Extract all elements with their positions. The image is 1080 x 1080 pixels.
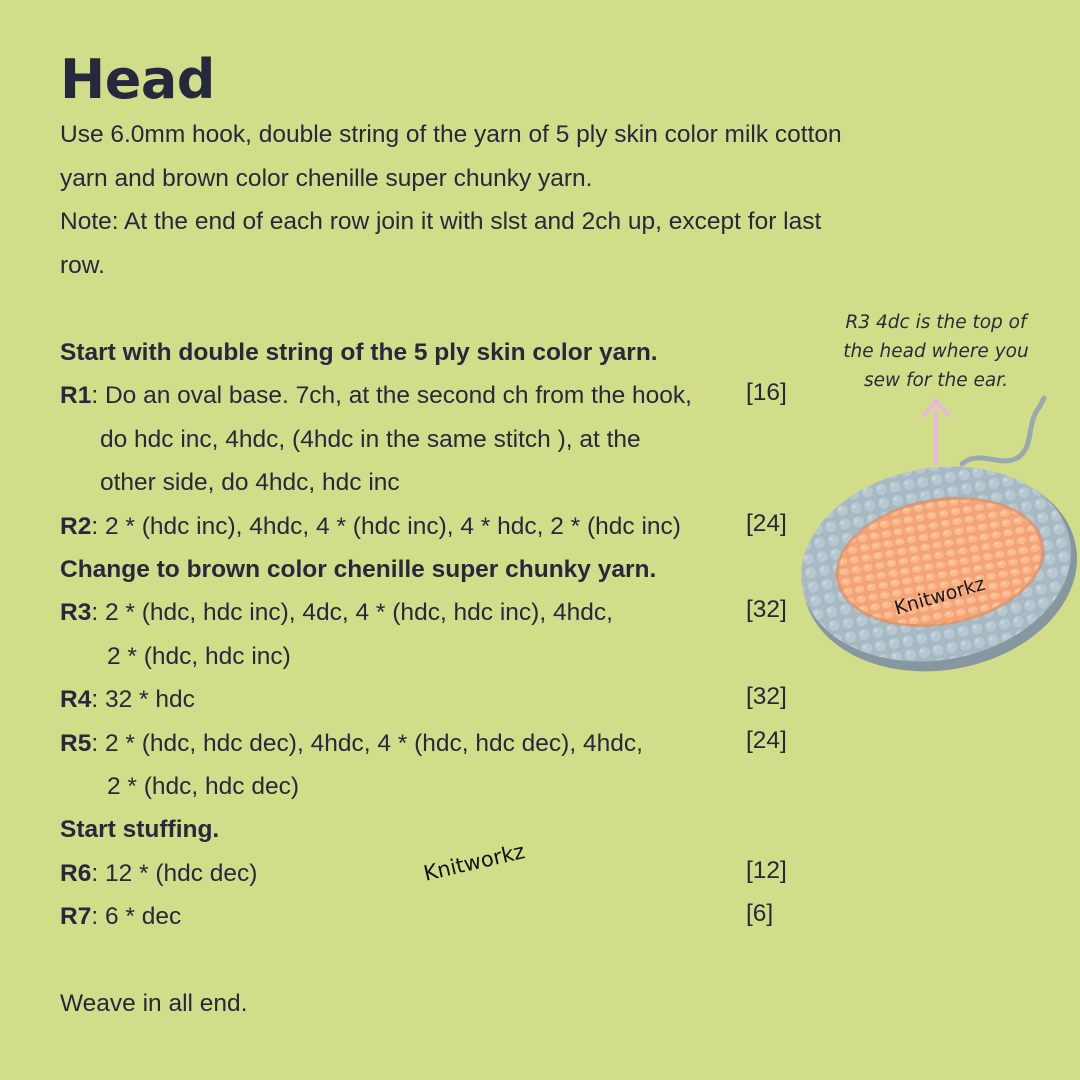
row-label: R6: [60, 860, 92, 887]
row-r5: [60, 722, 643, 766]
intro-text: [60, 113, 860, 287]
row-label: R7: [60, 903, 92, 930]
stitch-count: [16]: [746, 379, 787, 406]
photo-watermark-text: Knitworkz: [891, 572, 988, 620]
stitch-count: [32]: [746, 596, 787, 623]
stitch-count: [32]: [746, 683, 787, 710]
row-r3-continuation: 2 * (hdc, hdc inc): [107, 643, 291, 670]
row-r1-continuation: do hdc inc, 4hdc, (4hdc in the same stitch ), at the: [100, 426, 641, 453]
row-r5-continuation: 2 * (hdc, hdc dec): [107, 773, 300, 800]
final-instruction: Weave in all end.: [60, 990, 248, 1017]
row-r6: [60, 852, 257, 896]
yarn-tail: [962, 398, 1044, 464]
row-r1: [60, 374, 692, 418]
row-text: : 2 * (hdc, hdc inc), 4dc, 4 * (hdc, hdc inc), 4hdc,: [91, 599, 613, 626]
page-title: Head: [60, 48, 215, 111]
stitch-count: [12]: [746, 857, 787, 884]
row-label: R2: [60, 513, 92, 540]
row-r3: [60, 591, 613, 635]
row-label: R1: [60, 382, 92, 409]
row-r4: [60, 678, 195, 722]
stitch-count: [6]: [746, 900, 774, 927]
materials-note: Use 6.0mm hook, double string of the yarn of 5 ply skin color milk cotton yarn and brown color chenille super chunky yarn.: [60, 121, 842, 192]
join-note: Note: At the end of each row join it with slst and 2ch up, except for last row.: [60, 208, 822, 279]
crochet-head-photo: [790, 390, 1080, 680]
watermark-text: Knitworkz: [421, 839, 528, 886]
stitch-count: [24]: [746, 727, 787, 754]
row-r2: [60, 505, 681, 549]
row-text: : 6 * dec: [91, 903, 182, 930]
row-label: R5: [60, 730, 92, 757]
row-text: : 12 * (hdc dec): [91, 860, 258, 887]
row-label: R4: [60, 686, 92, 713]
row-text: : 2 * (hdc inc), 4hdc, 4 * (hdc inc), 4 * hdc, 2 * (hdc inc): [91, 513, 681, 540]
row-text: : Do an oval base. 7ch, at the second ch from the hook,: [91, 382, 692, 409]
start-instruction: Start with double string of the 5 ply skin color yarn.: [60, 339, 658, 366]
row-text: : 32 * hdc: [91, 686, 195, 713]
stitch-count: [24]: [746, 510, 787, 537]
row-r1-continuation: other side, do 4hdc, hdc inc: [100, 469, 400, 496]
row-r7: [60, 895, 181, 939]
stuffing-instruction: Start stuffing.: [60, 816, 220, 843]
change-yarn-instruction: Change to brown color chenille super chunky yarn.: [60, 556, 657, 583]
row-label: R3: [60, 599, 92, 626]
row-text: : 2 * (hdc, hdc dec), 4hdc, 4 * (hdc, hdc dec), 4hdc,: [91, 730, 643, 757]
photo-caption: R3 4dc is the top of the head where you sew for the ear.: [843, 312, 1029, 391]
